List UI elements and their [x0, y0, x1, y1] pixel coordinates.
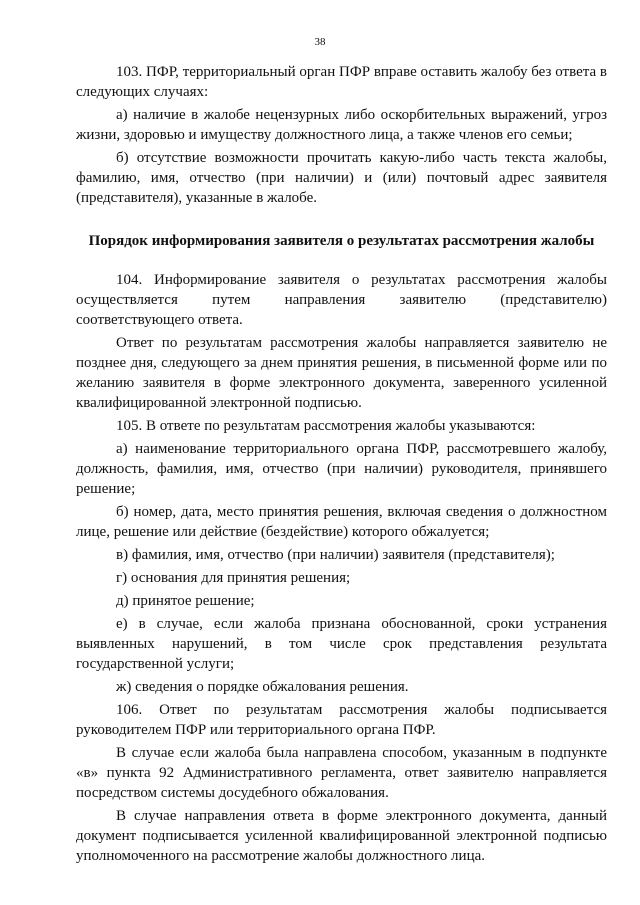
paragraph-105: 105. В ответе по результатам рассмотрения жалобы указываются:	[116, 418, 536, 434]
item-105-a: а) наименование территориального органа ПФР, рассмотревшего жалобу, должность, фамилия, имя, отчество (при наличии) руководителя, принявшего решение;	[76, 441, 607, 497]
paragraph-106: 106. Ответ по результатам рассмотрения жалобы подписывается руководителем ПФР или территориального органа ПФР.	[76, 702, 607, 738]
paragraph-104-answer: Ответ по результатам рассмотрения жалобы направляется заявителю не позднее дня, следующего за днем принятия решения, в письменной форме или по желанию заявителя в форме электронного документа, заверенного усиленной квалифицированной электронной подписью.	[76, 335, 607, 411]
item-105-b: б) номер, дата, место принятия решения, включая сведения о должностном лице, решение или действие (бездействие) которого обжалуется;	[76, 504, 607, 540]
item-105-v: в) фамилия, имя, отчество (при наличии) заявителя (представителя);	[116, 547, 555, 563]
section-heading: Порядок информирования заявителя о результатах рассмотрения жалобы	[88, 233, 595, 249]
item-105-g: г) основания для принятия решения;	[116, 570, 351, 586]
item-103-b: б) отсутствие возможности прочитать какую-либо часть текста жалобы, фамилию, имя, отчество (при наличии) и (или) почтовый адрес заявителя (представителя), указанные в жалобе.	[76, 150, 607, 206]
paragraph-106-system: В случае если жалоба была направлена способом, указанным в подпункте «в» пункта 92 Административного регламента, ответ заявителю направляется посредством системы досудебного обжалования.	[76, 745, 607, 801]
paragraph-103: 103. ПФР, территориальный орган ПФР вправе оставить жалобу без ответа в следующих случаях:	[76, 64, 607, 100]
item-105-zh: ж) сведения о порядке обжалования решения.	[116, 679, 409, 695]
item-103-a: а) наличие в жалобе нецензурных либо оскорбительных выражений, угроз жизни, здоровью и имуществу должностного лица, а также членов его семьи;	[76, 107, 607, 143]
document-body	[76, 62, 607, 869]
paragraph-106-electronic: В случае направления ответа в форме электронного документа, данный документ подписывается усиленной квалифицированной электронной подписью уполномоченного на рассмотрение жалобы должностного лица.	[76, 808, 607, 864]
item-105-e: е) в случае, если жалоба признана обоснованной, сроки устранения выявленных нарушений, в том числе срок представления результата государственной услуги;	[76, 616, 607, 672]
paragraph-104: 104. Информирование заявителя о результатах рассмотрения жалобы осуществляется путем направления заявителю (представителю) соответствующего ответа.	[76, 272, 607, 328]
page-number: 38	[314, 36, 326, 48]
item-105-d: д) принятое решение;	[116, 593, 255, 609]
